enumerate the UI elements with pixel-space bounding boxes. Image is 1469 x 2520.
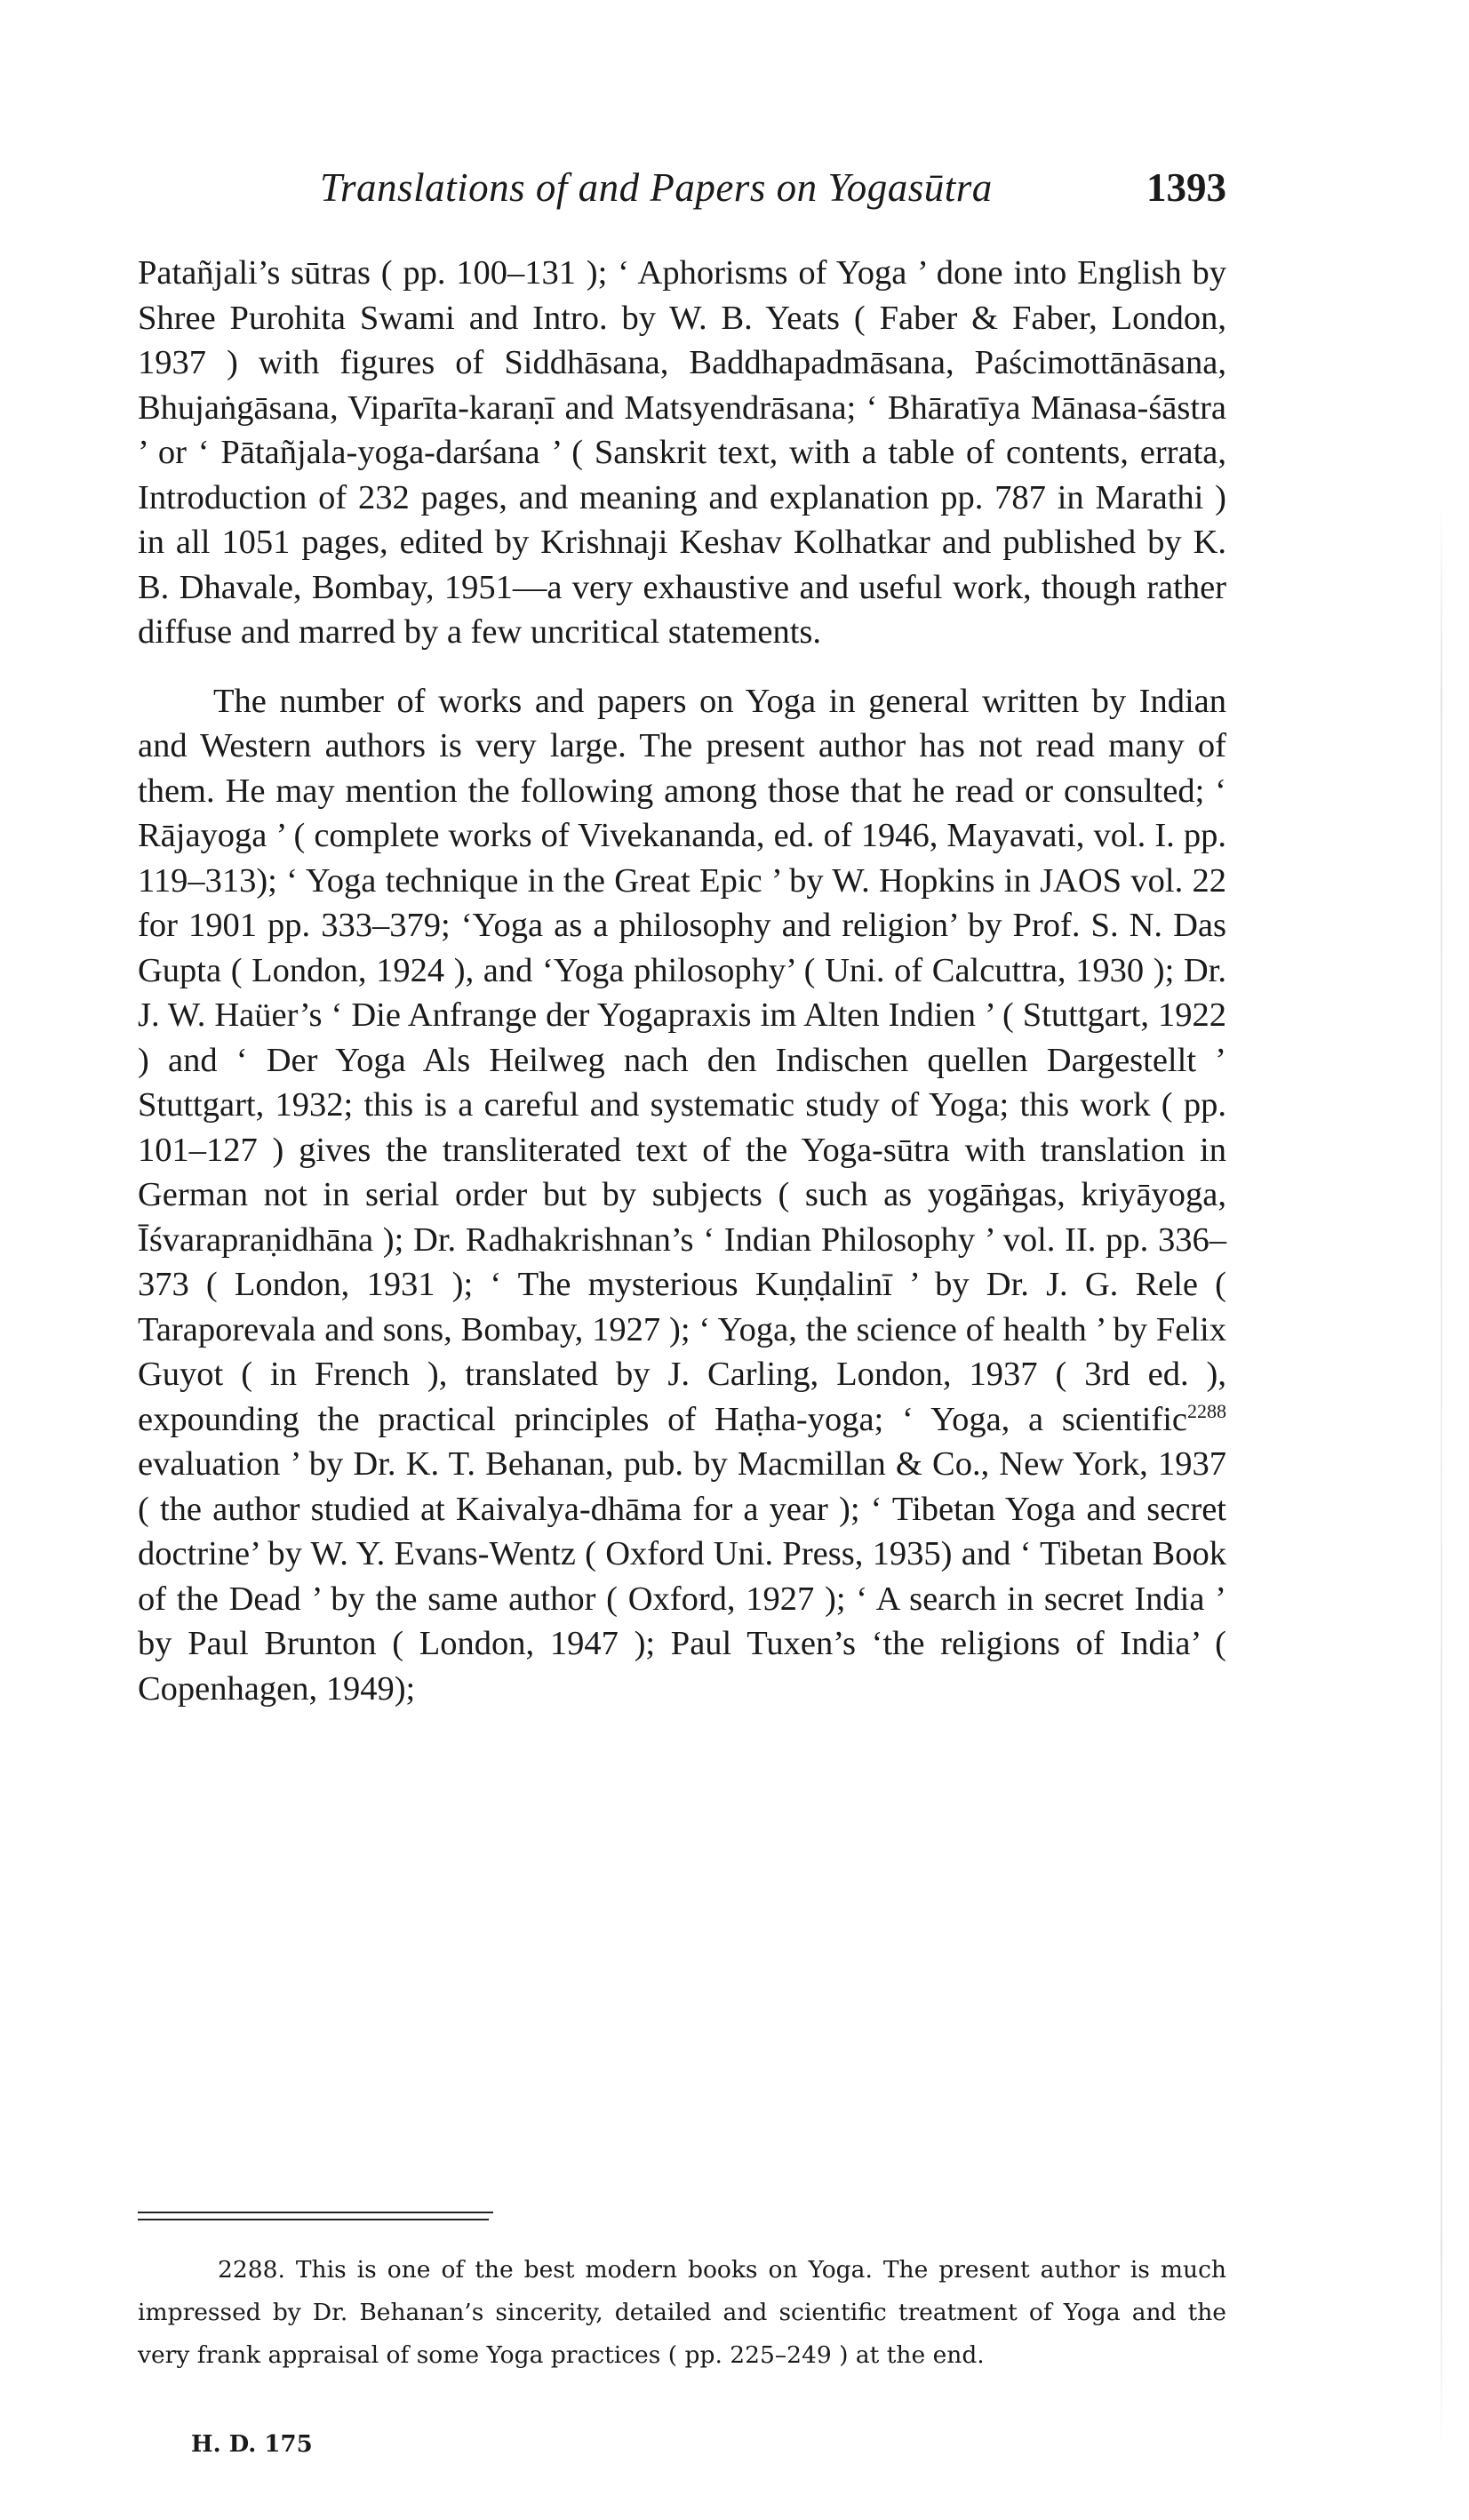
footnote: [138, 2249, 1226, 2377]
signature-mark: H. D. 175: [191, 2431, 313, 2458]
running-head: [138, 164, 1226, 218]
footnote-text: 2288. This is one of the best modern books on Yoga. The present author is much impressed by Dr. Behanan’s sincerity, detailed and scientific treatment of Yoga and the very frank appraisal of some Yoga practices ( pp. 225–249 ) at the end.: [138, 2256, 1226, 2369]
footnote-rule-line: [138, 2219, 489, 2220]
running-title: Translations of and Papers on Yogasūtra: [320, 165, 993, 210]
scan-edge-shadow: [1441, 498, 1442, 2453]
page-number: 1393: [1146, 165, 1226, 210]
footnote-rule-line: [138, 2212, 493, 2213]
body-text: [138, 251, 1226, 1711]
paragraph-continued: Patañjali’s sūtras ( pp. 100–131 ); ‘ Aphorisms of Yoga ’ done into English by Shree Purohita Swami and Intro. by W. B. Yeats ( Faber & Faber, London, 1937 ) with figures of Siddhāsana, Baddhapadmāsana, Paścimottānāsana, Bhujaṅgāsana, Viparīta-karaṇī and Matsyendrāsana; ‘ Bhāratīya Mānasa-śāstra ’ or ‘ Pātañjala-yoga-darśana ’ ( Sanskrit text, with a table of contents, errata, Introduction of 232 pages, and meaning and explanation pp. 787 in Marathi ) in all 1051 pages, edited by Krishnaji Keshav Kolhatkar and published by K. B. Dhavale, Bombay, 1951—a very exhaustive and useful work, though rather diffuse and marred by a few uncritical statements.: [138, 254, 1226, 651]
footnote-reference: 2288: [1187, 1399, 1226, 1422]
paragraph-text-part-1: The number of works and papers on Yoga in general written by Indian and Western authors is very large. The present author has not read many of them. He may mention the following among those that he read or consulted; ‘ Rājayoga ’ ( complete works of Vivekananda, ed. of 1946, Mayavati, vol. I. pp. 119–313); ‘ Yoga technique in the Great Epic ’ by W. Hopkins in JAOS vol. 22 for 1901 pp. 333–379; ‘Yoga as a philosophy and religion’ by Prof. S. N. Das Gupta ( London, 1924 ), and ‘Yoga philosophy’ ( Uni. of Calcuttra, 1930 ); Dr. J. W. Haüer’s ‘ Die Anfrange der Yogapraxis im Alten Indien ’ ( Stuttgart, 1922 ) and ‘ Der Yoga Als Heilweg nach den Indischen quellen Dargestellt ’ Stuttgart, 1932; this is a careful and systematic study of Yoga; this work ( pp. 101–127 ) gives the transliterated text of the Yoga-sūtra with translation in German not in serial order but by subjects ( such as yogāṅgas, kriyāyoga, Īśvarapraṇidhāna ); Dr. Radhakrishnan’s ‘ Indian Philosophy ’ vol. II. pp. 336–373 ( London, 1931 ); ‘ The mysterious Kuṇḍalinī ’ by Dr. J. G. Rele ( Taraporevala and sons, Bombay, 1927 ); ‘ Yoga, the science of health ’ by Felix Guyot ( in French ), translated by J. Carling, London, 1937 ( 3rd ed. ), expounding the practical principles of Haṭha-yoga; ‘ Yoga, a scientific: [138, 682, 1226, 1438]
paragraph-text-part-2: evaluation ’ by Dr. K. T. Behanan, pub. by Macmillan & Co., New York, 1937 ( the author studied at Kaivalya-dhāma for a year ); ‘ Tibetan Yoga and secret doctrine’ by W. Y. Evans-Wentz ( Oxford Uni. Press, 1935) and ‘ Tibetan Book of the Dead ’ by the same author ( Oxford, 1927 ); ‘ A search in secret India ’ by Paul Brunton ( London, 1947 ); Paul Tuxen’s ‘the religions of India’ ( Copenhagen, 1949);: [138, 1445, 1226, 1708]
paragraph-works-on-yoga: [138, 679, 1226, 1712]
footnote-separator: [138, 2212, 493, 2220]
